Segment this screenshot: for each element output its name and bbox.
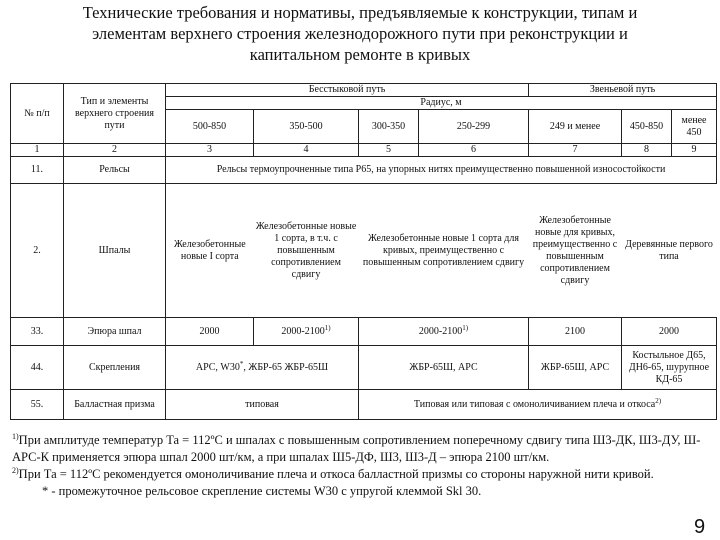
title-line-2: элементам верхнего строения железнодорожного пути при реконструкции и — [92, 24, 628, 43]
footnote-2-mark: 2) — [12, 466, 19, 475]
sleepers-col3: Железобетонные новые I сорта — [173, 238, 246, 262]
col-num-9: 9 — [672, 144, 717, 157]
fasteners-col3-4-a: АРС, W30 — [195, 361, 240, 373]
header-jointed-track: Звеньевой путь — [529, 84, 717, 97]
fasteners-col5-6: ЖБР-65Ш, АРС — [359, 346, 529, 390]
footnote-ref-2: 2) — [655, 396, 662, 405]
table-row-ballast — [11, 390, 717, 420]
col-num-7: 7 — [529, 144, 622, 157]
fasteners-name: Скрепления — [64, 346, 166, 390]
fasteners-col8-9: Костыльное Д65, ДН6-65, шурупное КД-65 — [622, 346, 717, 390]
header-num: № п/п — [11, 84, 64, 144]
col-num-1: 1 — [11, 144, 64, 157]
table-row-fasteners — [11, 346, 717, 390]
radius-249-less: 249 и менее — [529, 110, 622, 144]
ballast-col3: типовая — [166, 390, 359, 420]
requirements-table — [10, 83, 717, 420]
footnote-1-text: При амплитуде температур Та = 112ºС и шпалах с повышенным сопротивлением поперечному сдвигу типа Ш3-ДК, Ш3-ДУ, Ш-АРС-К применяется эпюра шпал 2000 шт/км, а при шпалах Ш5-ДФ, Ш3, Ш3-Д – эпюра 2100 шт/км. — [12, 433, 701, 464]
epure-col8-9: 2000 — [622, 318, 717, 346]
fasteners-col3-4 — [166, 346, 359, 390]
ballast-col4-9-value: Типовая или типовая с омоноличиванием плеча и откоса — [413, 398, 656, 410]
epure-name: Эпюра шпал — [64, 318, 166, 346]
footnote-1 — [12, 432, 702, 466]
col-num-6: 6 — [419, 144, 529, 157]
radius-less-450: менее 450 — [672, 110, 717, 144]
title-line-1: Технические требования и нормативы, предъявляемые к конструкции, типам и — [82, 3, 638, 22]
rails-description: Рельсы термоупрочненные типа Р65, на упорных нитях преимущественно повышенной износостойкости — [166, 157, 717, 184]
sleepers-col7: Железобетонные новые для кривых, преимущественно с повышенным сопротивлением сдвигу — [532, 214, 618, 286]
radius-250-299: 250-299 — [419, 110, 529, 144]
header-radius: Радиус, м — [166, 97, 717, 110]
sleepers-name: Шпалы — [64, 184, 166, 318]
footnote-3: * - промежуточное рельсовое скрепление системы W30 с упругой клеммой Skl 30. — [42, 484, 482, 498]
ballast-name: Балластная призма — [64, 390, 166, 420]
header-continuous-track: Бесстыковой путь — [166, 84, 529, 97]
radius-450-850: 450-850 — [622, 110, 672, 144]
fasteners-num: 44. — [11, 346, 64, 390]
epure-col5-6 — [359, 318, 529, 346]
sleepers-col5-6: Железобетонные новые 1 сорта для кривых, преимущественно с повышенным сопротивлением сдвигу — [362, 232, 525, 268]
epure-col5-6-value: 2000-2100 — [418, 325, 463, 337]
radius-500-850: 500-850 — [166, 110, 254, 144]
page-title — [10, 2, 710, 65]
col-num-5: 5 — [359, 144, 419, 157]
epure-num: 33. — [11, 318, 64, 346]
footnote-2-text: При Та = 112ºС рекомендуется омоноличивание плеча и откоса балластной призмы со стороны наружной нити кривой. — [18, 467, 654, 481]
table-row-sleepers — [11, 184, 717, 318]
col-num-2: 2 — [64, 144, 166, 157]
fasteners-col7: ЖБР-65Ш, АРС — [529, 346, 622, 390]
rails-name: Рельсы — [64, 157, 166, 184]
rails-num: 11. — [11, 157, 64, 184]
epure-col4 — [254, 318, 359, 346]
header-row-1 — [11, 84, 717, 97]
page-number: 9 — [694, 516, 706, 538]
column-number-row — [11, 144, 717, 157]
table-row-epure — [11, 318, 717, 346]
footnote-1-mark: 1) — [12, 432, 19, 441]
sleepers-col8-9: Деревянные первого типа — [625, 238, 713, 262]
fasteners-col3-4-b: , ЖБР-65 ЖБР-65Ш — [243, 361, 329, 373]
radius-350-500: 350-500 — [254, 110, 359, 144]
table-row-rails — [11, 157, 717, 184]
sleepers-col4: Железобетонные новые 1 сорта, в т.ч. с повышенным сопротивлением сдвигу — [255, 220, 357, 280]
sleepers-num: 2. — [11, 184, 64, 318]
epure-col4-value: 2000-2100 — [281, 325, 325, 337]
title-line-3: капитальном ремонте в кривых — [249, 45, 471, 64]
ballast-num: 55. — [11, 390, 64, 420]
header-type: Тип и элементы верхнего строения пути — [64, 84, 166, 144]
col-num-4: 4 — [254, 144, 359, 157]
ballast-col4-9 — [359, 390, 717, 420]
epure-col7: 2100 — [529, 318, 622, 346]
epure-col3: 2000 — [166, 318, 254, 346]
footnote-ref-1: 1) — [324, 323, 331, 332]
radius-300-350: 300-350 — [359, 110, 419, 144]
col-num-3: 3 — [166, 144, 254, 157]
footnotes — [12, 432, 702, 500]
footnote-ref-1: 1) — [462, 323, 469, 332]
col-num-8: 8 — [622, 144, 672, 157]
footnote-ref-star: * — [239, 359, 244, 368]
footnote-2 — [12, 466, 702, 483]
